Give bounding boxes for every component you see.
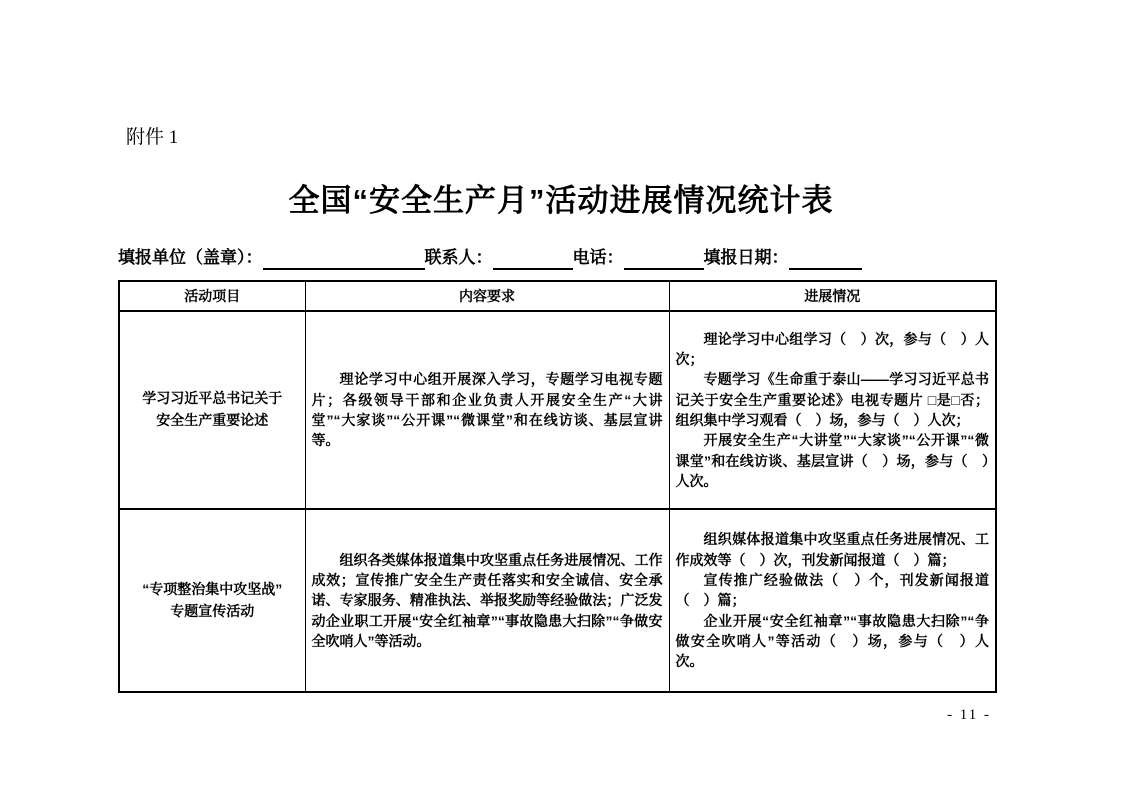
report-date-label: 填报日期： [703,248,789,267]
fill-in-header-line [118,246,995,270]
document-title: 全国“安全生产月”活动进展情况统计表 [288,183,834,218]
progress-item: 理论学习中心组学习（ ）次，参与（ ）人次； [675,330,989,368]
phone-label: 电话： [572,248,624,267]
header-progress-status: 进展情况 [669,281,996,311]
table-header-row [119,281,996,311]
contact-label: 联系人： [424,248,493,267]
progress-item: 宣传推广经验做法（ ）个，刊发新闻报道（ ）篇； [675,572,989,609]
requirement-text: 组织各类媒体报道集中攻坚重点任务进展情况、工作成效；宣传推广安全生产责任落实和安全诚信、安全承诺、专家服务、精准执法、举报奖励等经验做法；广泛发动企业职工开展“安全红袖章”“事故隐患大扫除”“争做安全吹哨人”等活动。 [311,551,663,649]
table-row [119,311,996,509]
project-name-line: 专题宣传活动 [170,602,255,619]
requirement-cell [305,509,669,692]
project-name-line: “专项整治集中攻坚战” [142,580,283,597]
project-name-cell [119,509,305,692]
requirement-text: 理论学习中心组开展深入学习，专题学习电视专题片；各级领导干部和企业负责人开展安全生产“大讲堂”“大家谈”“公开课”“微课堂”和在线访谈、基层宣讲等。 [311,371,663,449]
table-row [119,509,996,692]
project-name-cell [119,311,305,509]
progress-item: 组织媒体报道集中攻坚重点任务进展情况、工作成效等（ ）次，刊发新闻报道（ ）篇； [675,531,989,568]
progress-item: 企业开展“安全红袖章”“事故隐患大扫除”“争做安全吹哨人”等活动（ ）场，参与（ ）人次。 [675,612,989,670]
phone-blank [624,246,704,270]
header-content-requirements: 内容要求 [305,281,669,311]
page-number: - 11 - [947,707,991,723]
project-name-line: 学习习近平总书记关于 [142,390,283,407]
attachment-label: 附件 1 [126,127,179,148]
header-activity-project: 活动项目 [119,281,305,311]
progress-cell [669,509,996,692]
report-date-blank [789,246,862,270]
progress-item: 专题学习《生命重于泰山——学习习近平总书记关于安全生产重要论述》电视专题片 □是□否；组织集中学习观看（ ）场，参与（ ）人次； [675,371,989,428]
report-unit-blank [263,246,425,270]
project-name-line: 安全生产重要论述 [156,412,269,428]
progress-item: 开展安全生产“大讲堂”“大家谈”“公开课”“微课堂”和在线访谈、基层宣讲（ ）场，参与（ ）人次。 [675,432,989,489]
progress-cell [669,311,996,509]
contact-blank [493,246,573,270]
report-unit-label: 填报单位（盖章）： [118,248,263,267]
requirement-cell [305,311,669,509]
progress-statistics-table [118,280,997,693]
